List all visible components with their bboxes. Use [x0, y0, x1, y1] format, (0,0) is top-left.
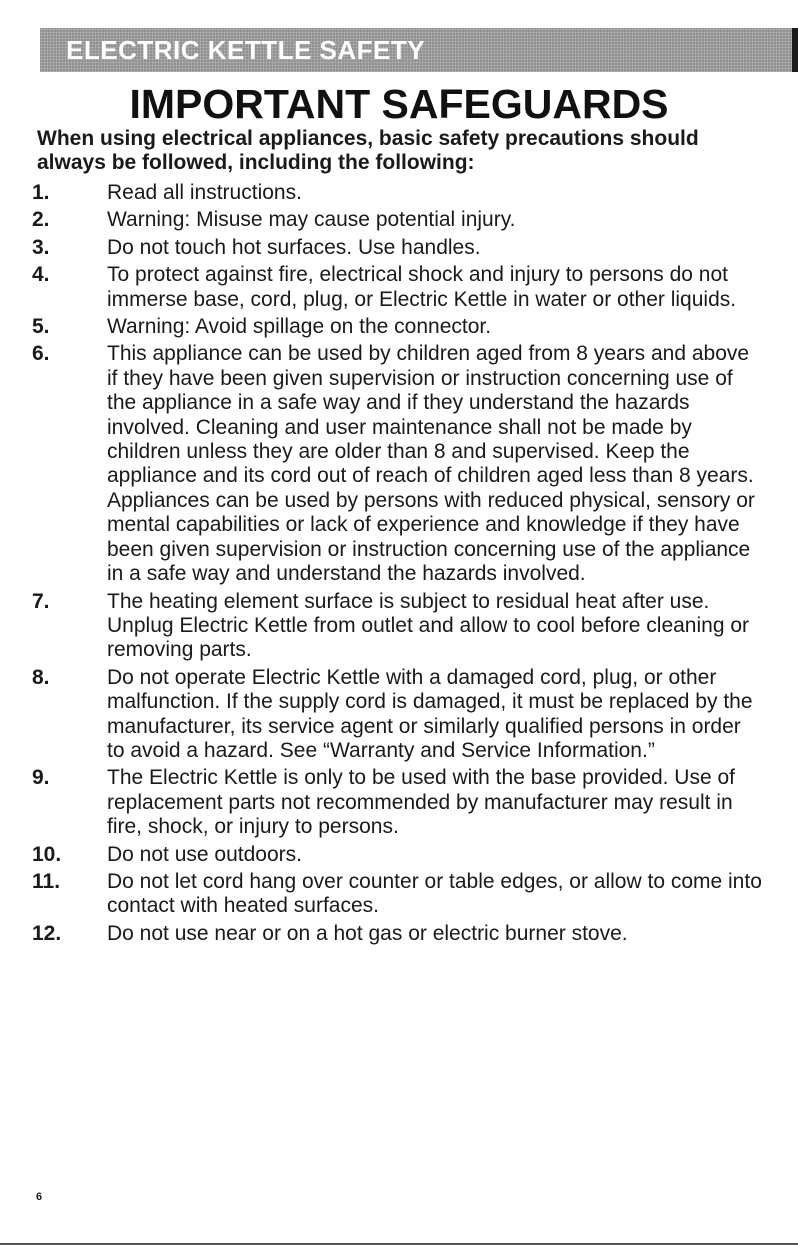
item-number: 12. — [32, 921, 62, 945]
list-item — [32, 666, 762, 764]
safeguards-list — [32, 181, 762, 949]
item-text: To protect against fire, electrical shock and injury to persons do not immerse base, cord, plug, or Electric Kettle in water or other liquids. — [107, 263, 737, 311]
item-text: The Electric Kettle is only to be used with the base provided. Use of replacement parts not recommended by manufacturer may result in fire, shock, or injury to persons. — [107, 766, 736, 839]
item-number: 3. — [32, 235, 50, 259]
item-text: The heating element surface is subject to residual heat after use. Unplug Electric Kettle from outlet and allow to cool before cleaning or removing parts. — [107, 589, 750, 662]
item-number: 2. — [32, 208, 50, 232]
item-number: 5. — [32, 315, 50, 339]
page-title: IMPORTANT SAFEGUARDS — [129, 81, 669, 127]
section-title: ELECTRIC KETTLE SAFETY — [66, 35, 426, 65]
item-text: Warning: Misuse may cause potential injury. — [107, 208, 516, 232]
item-text: Read all instructions. — [107, 181, 302, 204]
item-text: Do not touch hot surfaces. Use handles. — [107, 235, 481, 259]
item-text: This appliance can be used by children aged from 8 years and above if they have been given supervision or instruction concerning use of the appliance in a safe way and if they understand the hazards involved. Cleaning and user maintenance shall not be made by children unless they are older than 8 and supervised. Keep the appliance and its cord out of reach of children aged less than 8 years. Appliances can be used by persons with reduced physical, sensory or mental capabilities or lack of experience and knowledge if they have been given supervision or instruction concerning use of the appliance in a safe way and understand the hazards involved. — [107, 342, 755, 586]
list-item — [32, 590, 762, 663]
list-item — [32, 208, 762, 232]
list-item — [32, 843, 762, 867]
item-text: Do not let cord hang over counter or table edges, or allow to come into contact with heated surfaces. — [107, 869, 762, 918]
intro-paragraph: When using electrical appliances, basic safety precautions should always be followed, including the following: — [37, 127, 699, 174]
item-number: 1. — [32, 181, 50, 204]
list-item — [32, 922, 762, 946]
list-item — [32, 342, 762, 586]
item-number: 6. — [32, 342, 50, 366]
list-item — [32, 766, 762, 839]
item-number: 10. — [32, 842, 62, 866]
list-item — [32, 181, 762, 205]
item-number: 9. — [32, 766, 50, 790]
item-text: Do not use outdoors. — [107, 842, 302, 866]
banner-edge-bar — [792, 28, 798, 72]
item-number: 4. — [32, 263, 50, 287]
list-item — [32, 870, 762, 919]
item-text: Do not use near or on a hot gas or electric burner stove. — [107, 921, 628, 945]
list-item — [32, 263, 762, 312]
list-item — [32, 315, 762, 339]
item-number: 7. — [32, 589, 50, 613]
item-text: Warning: Avoid spillage on the connector. — [107, 315, 492, 339]
page-number: 6 — [36, 1191, 43, 1203]
item-text: Do not operate Electric Kettle with a damaged cord, plug, or other malfunction. If the supply cord is damaged, it must be replaced by the manufacturer, its service agent or similarly qualified persons in order to avoid a hazard. See “Warranty and Service Information.” — [107, 665, 753, 762]
item-number: 8. — [32, 665, 50, 689]
list-item — [32, 236, 762, 260]
item-number: 11. — [32, 869, 61, 893]
